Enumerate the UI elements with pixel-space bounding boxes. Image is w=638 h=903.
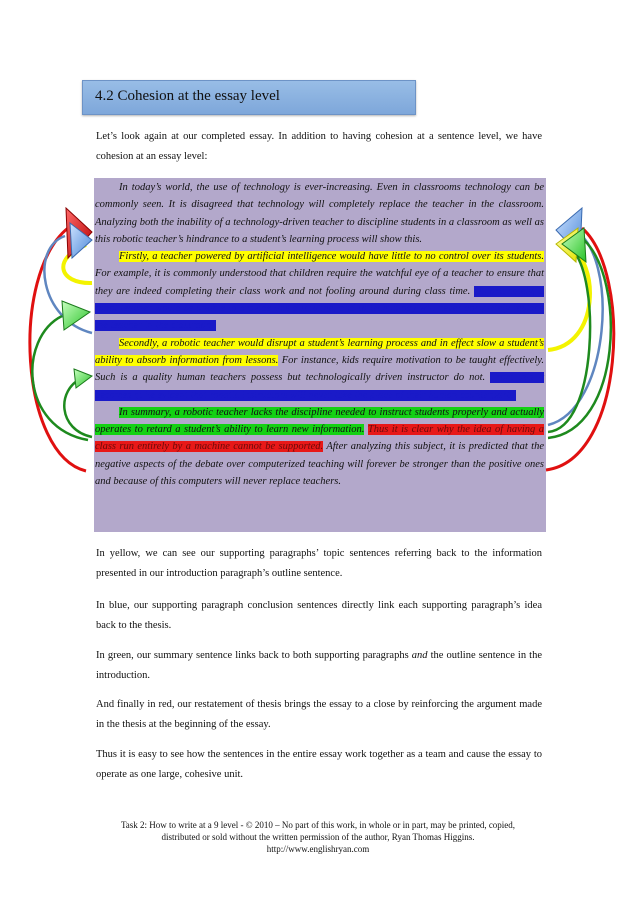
right-arrows	[546, 208, 614, 470]
conclusion-body: After analyzing this subject, it is predicted that the negative aspects of the debate over computerized teaching will forever be stronger than the positive ones and because of this computers will never replace teachers.	[95, 441, 544, 488]
explanation-green	[96, 646, 542, 686]
page-footer	[90, 819, 546, 855]
body-text-1: For example, it is commonly understood that children require the watchful eye of a teacher to ensure that they are indeed completing their class work and not fooling around during class time.	[95, 268, 544, 297]
explanation-green-emphasis: and	[411, 650, 428, 661]
explanation-blue: In blue, our supporting paragraph conclusion sentences directly link each supporting paragraph’s idea back to the thesis.	[96, 600, 542, 631]
explanation-yellow: In yellow, we can see our supporting paragraphs’ topic sentences referring back to the information presented in our introduction paragraph’s outline sentence.	[96, 548, 542, 579]
left-red-curve	[30, 228, 86, 471]
explanation-green-part-a: In green, our summary sentence links back to both supporting paragraphs	[96, 650, 412, 661]
footer-line-2: distributed or sold without the written permission of the author, Ryan Thomas Higgins.	[161, 832, 475, 842]
explanation-red: And finally in red, our restatement of thesis brings the essay to a close by reinforcing the argument made in the thesis at the beginning of the essay.	[96, 699, 542, 730]
left-green-arrowhead-2	[74, 369, 92, 388]
footer-line-1: Task 2: How to write at a 9 level - © 2010 – No part of this work, in whole or in part, may be printed, copied,	[120, 820, 516, 830]
body-text-2: For instance, kids require motivation to be taught effectively. Such is a quality human teachers possess but technologically driven instructor do not.	[95, 354, 544, 384]
essay-introduction: In today’s world, the use of technology is ever-increasing. Even in classrooms technology can be commonly seen. It is disagreed that technology will completely replace the teacher in the classroom. Analyzing both the inability of a technology-driven teacher to discipline students in a classroom as well as this robotic teacher’s hindrance to a student’s learning process will show this.	[95, 182, 544, 245]
thesis-restatement: Thus it is clear why the idea of having a class run entirely by a machine cannot be supported.	[95, 424, 544, 453]
summary-sentence: In summary, a robotic teacher lacks the discipline needed to instruct students properly and actually operates to retard a student’s ability to learn new information.	[95, 406, 544, 436]
left-arrows	[30, 208, 92, 471]
topic-sentence-2: Secondly, a robotic teacher would disrupt a student’s learning process and in effect slow a student’s ability to absorb information from lessons.	[95, 337, 544, 366]
footer-url: http://www.englishryan.com	[266, 844, 370, 854]
explanation-green-part-b: the outline sentence in the introduction.	[96, 650, 542, 681]
conclusion-sentence-1: Unfortunately, a robot teacher would be unable to provide this discipline, and so technology will never completely replace the teacher in the classroom.	[95, 285, 544, 332]
explanation-final: Thus it is easy to see how the sentences in the entire essay work together as a team and cause the essay to operate as one large, cohesive unit.	[96, 749, 542, 780]
topic-sentence-1: Firstly, a teacher powered by artificial intelligence would have little to no control over its students.	[119, 251, 544, 263]
conclusion-sentence-2: From this it becomes quite evident that robotic instructors will never take the place of their human counterparts.	[95, 372, 544, 401]
section-title: 4.2 Cohesion at the essay level	[95, 88, 280, 104]
intro-paragraph: Let’s look again at our completed essay. In addition to having cohesion at a sentence level, we have cohesion at an essay level:	[96, 131, 542, 162]
